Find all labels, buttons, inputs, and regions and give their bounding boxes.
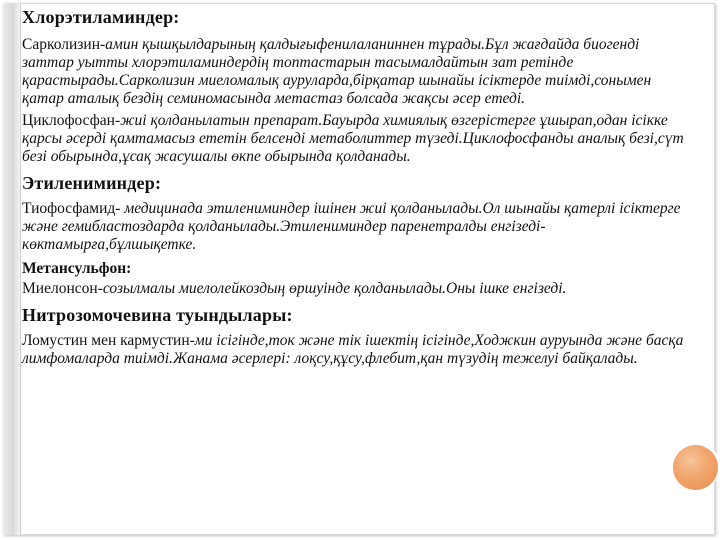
heading-nitrosourea: Нитрозомочевина туындылары:	[22, 305, 293, 325]
text-cyclophosphamide: жиі қолданылатын препарат.Бауырда химиялық өзгерістерге ұшырап,одан ісікке қарсы әсерді қамтамасыз ететін белсенді метаболиттер түзеді.Циклофосфанды аналық безі,сүт безі обырында,ұсақ жасушалы өкпе обырында қолданады.	[22, 112, 684, 165]
slide-content	[22, 6, 694, 372]
term-cyclophosphamide: Циклофосфан-	[22, 112, 121, 129]
paragraph-sarcolysin	[22, 36, 694, 108]
text-thiophosphamide: медицинада этилениминдер ішінен жиі қолданылады.Ол шынайы қатерлі ісіктерге және гемибластоздарда қолданылады.Этилениминдер паренетралды енгізеді-көктамырға,бұлшықетке.	[22, 200, 681, 253]
text-myelosan: созылмалы миелолейкоздың өршуінде қолданылады.Оны ішке енгізеді.	[102, 280, 567, 297]
heading-ethylenimines: Этилениминдер:	[22, 173, 162, 193]
term-sarcolysin: Сарколизин-	[22, 36, 106, 53]
heading-chlorethylamines: Хлорэтиламиндер:	[22, 7, 180, 27]
subheading-methanesulfon: Метансульфон:	[22, 260, 132, 277]
term-myelosan: Миелонсон-	[22, 280, 103, 297]
decorative-orange-circle	[673, 445, 718, 490]
paragraph-thiophosphamide	[22, 200, 694, 254]
term-lomustine: Ломустин мен кармустин-	[22, 332, 195, 349]
paragraph-lomustine	[22, 332, 687, 368]
text-sarcolysin: амин қышқылдарының қалдығыфенилаланиннен тұрады.Бұл жағдайда биогенді заттар уытты хлорэтиламиндердің топтастарын тасымалдайтын зат ретінде қарастырады.Сарколизин миеломалық ауруларда,бірқатар шынайы ісіктерде тиімді,сонымен қатар аталық бездің семиномасында метастаз болсада жақсы әсер етеді.	[22, 36, 652, 107]
paragraph-myelosan	[22, 280, 694, 298]
paragraph-cyclophosphamide	[22, 112, 694, 166]
slide-side-bar	[3, 3, 21, 535]
text-lomustine: ми ісігінде,ток және тік ішектің ісігінде,Ходжкин ауруында және басқа лимфомаларда тиімді.Жанама әсерлері: лоқсу,құсу,флебит,қан түзудің тежелуі байқалады.	[22, 332, 684, 367]
term-thiophosphamide: Тиофосфамид-	[22, 200, 121, 217]
